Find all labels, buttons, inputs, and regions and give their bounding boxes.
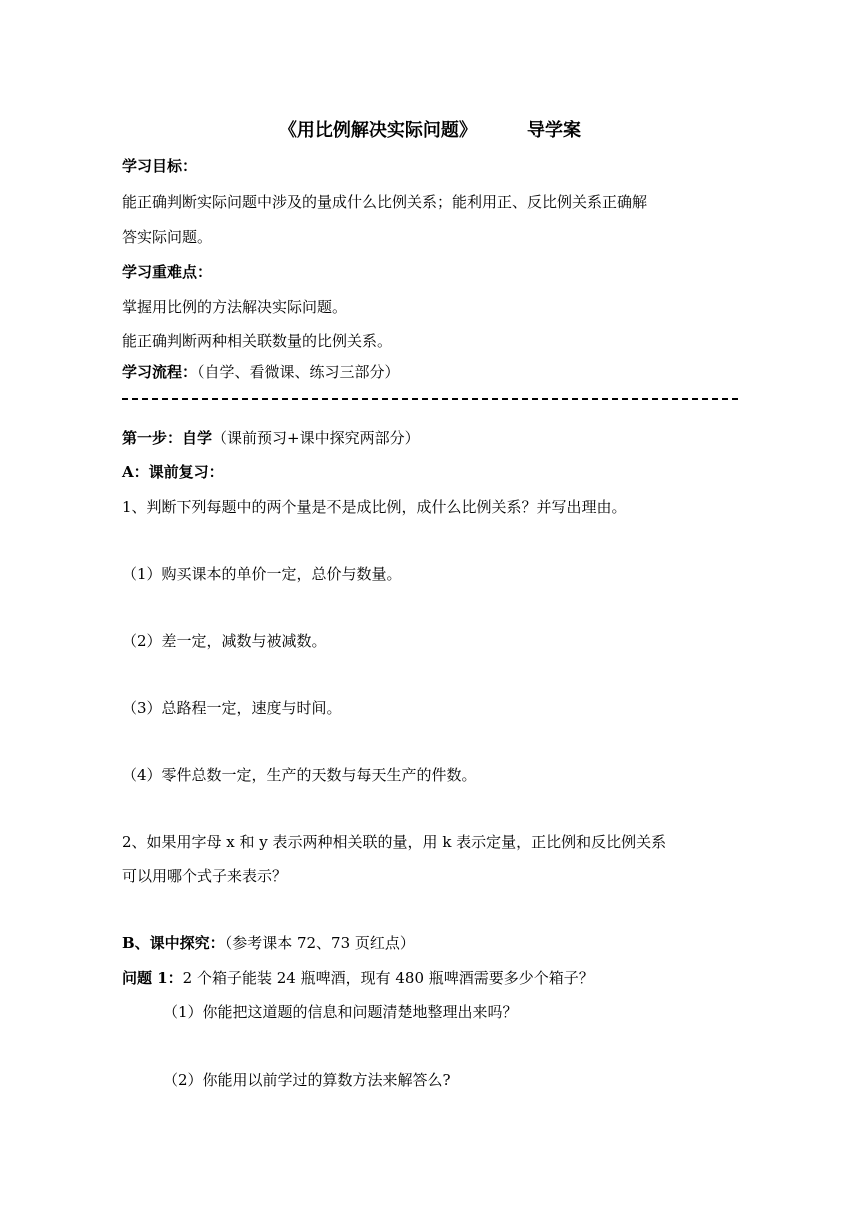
problem-1-line <box>122 968 594 988</box>
step1-heading: 第一步：自学 <box>122 429 213 447</box>
section-b-heading: B、课中探究： <box>122 934 225 952</box>
question-2-line-1: 2、如果用字母 x 和 y 表示两种相关联的量，用 k 表示定量，正比例和反比例关系 <box>122 833 667 851</box>
key-point-item-1: 掌握用比例的方法解决实际问题。 <box>122 298 348 316</box>
question-1-item-1: （1）购买课本的单价一定，总价与数量。 <box>122 565 402 583</box>
step1-note: （课前预习+课中探究两部分） <box>212 429 420 447</box>
goals-text-line-1: 能正确判断实际问题中涉及的量成什么比例关系；能利用正、反比例关系正确解 <box>122 193 648 211</box>
key-point-item-2: 能正确判断两种相关联数量的比例关系。 <box>122 332 393 350</box>
question-1-item-2: （2）差一定，减数与被减数。 <box>122 632 327 650</box>
section-b-line <box>122 933 415 953</box>
flow-line <box>122 362 400 382</box>
problem-1-item-1: （1）你能把这道题的信息和问题清楚地整理出来吗？ <box>163 1003 518 1021</box>
question-1-item-3: （3）总路程一定，速度与时间。 <box>122 699 342 717</box>
flow-heading: 学习流程： <box>122 363 198 381</box>
section-a-heading: A：课前复习： <box>122 463 224 481</box>
question-1: 1、判断下列每题中的两个量是不是成比例，成什么比例关系？并写出理由。 <box>122 498 627 516</box>
problem-1-item-2: （2）你能用以前学过的算数方法来解答么? <box>163 1071 451 1089</box>
question-2-line-2: 可以用哪个式子来表示？ <box>122 867 288 885</box>
problem-1-label: 问题 1： <box>122 969 183 987</box>
goals-heading: 学习目标： <box>122 157 198 175</box>
question-1-item-4: （4）零件总数一定，生产的天数与每天生产的件数。 <box>122 766 477 784</box>
problem-1-text: 2 个箱子能装 24 瓶啤酒，现有 480 瓶啤酒需要多少个箱子？ <box>182 969 594 987</box>
flow-note: （自学、看微课、练习三部分） <box>197 363 400 381</box>
section-b-note: （参考课本 72、73 页红点） <box>224 934 415 952</box>
step1-line <box>122 428 420 448</box>
page-title: 《用比例解决实际问题》 导学案 <box>278 120 582 141</box>
dashed-divider <box>122 398 738 400</box>
goals-text-line-2: 答实际问题。 <box>122 228 213 246</box>
key-points-heading: 学习重难点： <box>122 263 213 281</box>
